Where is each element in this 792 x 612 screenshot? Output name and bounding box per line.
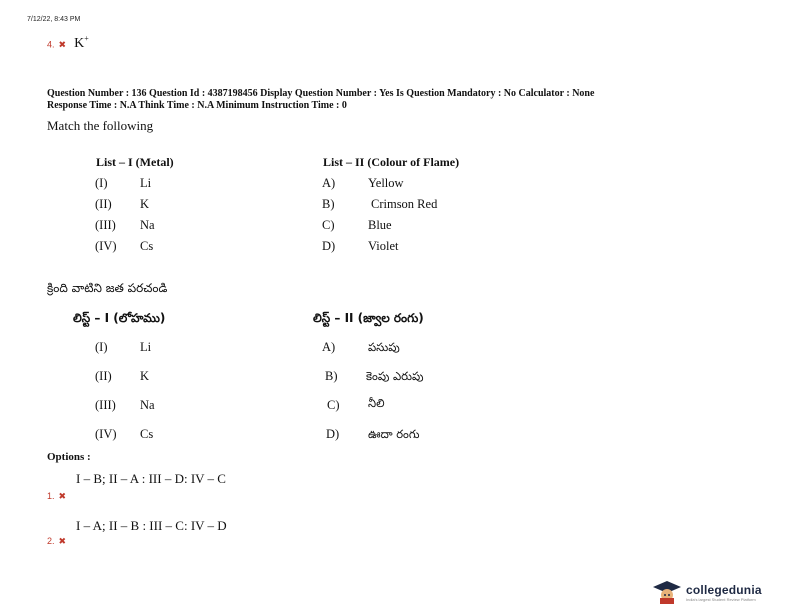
roman-numeral: (III) [95,398,116,412]
option-letter: D) [322,239,336,253]
option-number: 2. [47,536,55,546]
roman-numeral: (IV) [95,239,117,253]
option-2-marker[interactable] [47,531,66,549]
option-letter: D) [326,427,340,441]
roman-numeral: (IV) [95,427,117,441]
cross-icon: ✖ [58,537,67,547]
roman-numeral: (I) [95,340,108,354]
logo-tagline: India's largest Student Review Platform [686,596,756,602]
option-text: K [74,36,85,52]
metal: Li [140,340,152,354]
metal: Cs [140,239,154,253]
roman-numeral: (I) [95,176,108,190]
option-letter: B) [325,369,338,383]
logo-name: collegedunia [686,582,762,597]
flame-colour: Crimson Red [371,197,438,211]
metal: K [140,197,150,211]
option-number: 4. [47,39,55,50]
metal: K [140,369,150,383]
metal: Li [140,176,152,190]
option-superscript: + [84,34,89,43]
roman-numeral: (III) [95,218,116,232]
cross-icon: ✖ [58,40,67,51]
option-letter: C) [327,398,340,412]
flame-colour: Violet [368,239,399,253]
option-2-text[interactable]: I – A; II – B : III – C: IV – D [76,518,227,533]
option-number: 1. [47,491,55,501]
question-text-te: క్రింది వాటిని జత పరచండి [47,281,168,295]
flame-colour: కెంపు ఎరుపు [366,369,424,383]
list2-header-te: లిస్ట్ – II (జ్వాల రంగు) [313,311,424,325]
flame-colour: Blue [368,218,392,232]
option-letter: B) [322,197,335,211]
metal: Cs [140,427,154,441]
flame-colour: Yellow [368,176,404,190]
option-letter: C) [322,218,335,232]
options-label: Options : [47,451,91,463]
previous-option-4 [47,34,89,52]
question-meta-line-1: Question Number : 136 Question Id : 4387198456 Display Question Number : Yes Is Question Mandatory : No Calculator : None [47,88,595,99]
flame-colour: నీలి [368,396,385,410]
metal: Na [140,398,155,412]
flame-colour: ఊదా రంగు [368,427,420,441]
graduate-mascot-icon [650,580,684,604]
list1-header-en: List – I (Metal) [96,155,174,169]
metal: Na [140,218,155,232]
option-1-text[interactable]: I – B; II – A : III – D: IV – C [76,471,226,486]
roman-numeral: (II) [95,369,112,383]
list1-header-te: లిస్ట్ – I (లోహము) [73,311,166,325]
roman-numeral: (II) [95,197,112,211]
option-letter: A) [322,340,336,354]
collegedunia-logo [650,580,762,604]
option-1-marker[interactable] [47,486,66,504]
option-letter: A) [322,176,336,190]
flame-colour: పసుపు [368,340,400,354]
print-timestamp: 7/12/22, 8:43 PM [27,16,81,23]
list2-header-en: List – II (Colour of Flame) [323,155,460,169]
cross-icon: ✖ [58,492,67,502]
question-text-en: Match the following [47,118,154,133]
question-meta-line-2: Response Time : N.A Think Time : N.A Minimum Instruction Time : 0 [47,100,347,111]
